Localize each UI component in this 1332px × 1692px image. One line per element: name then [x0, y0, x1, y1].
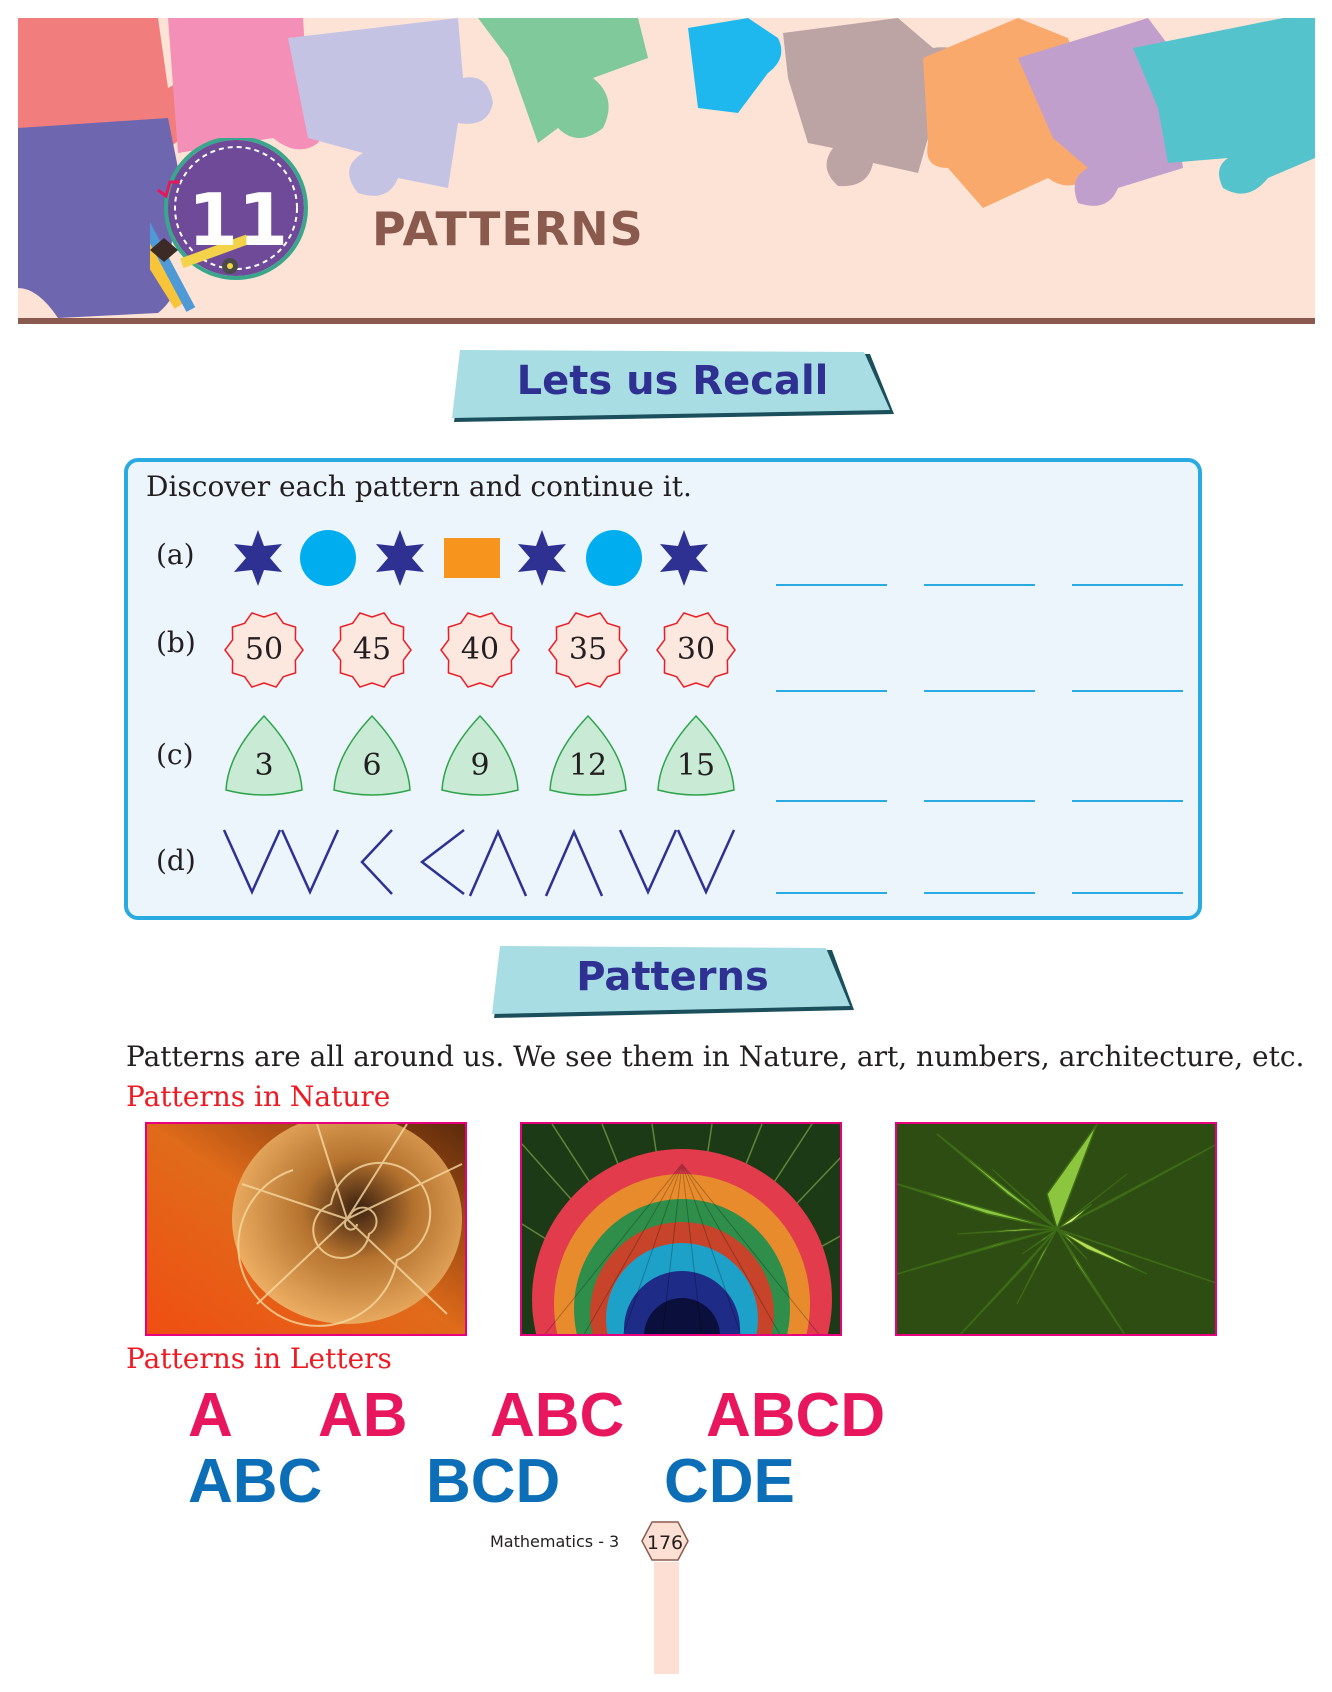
answer-blank-d1[interactable] — [776, 892, 887, 894]
answer-blank-c2[interactable] — [924, 800, 1035, 802]
answer-blank-d2[interactable] — [924, 892, 1035, 894]
answer-blank-a3[interactable] — [1072, 584, 1183, 586]
v-icon — [282, 830, 338, 892]
answer-blank-b3[interactable] — [1072, 690, 1183, 692]
flower-number: 40 — [460, 632, 500, 667]
answer-blank-c3[interactable] — [1072, 800, 1183, 802]
star-icon — [234, 530, 282, 586]
row-a-shapes — [228, 528, 728, 588]
answer-blank-d3[interactable] — [1072, 892, 1183, 894]
flower-number-shape — [224, 610, 304, 690]
letters-heading: Patterns in Letters — [126, 1342, 392, 1375]
answer-blank-a1[interactable] — [776, 584, 887, 586]
flower-number-shape — [656, 610, 736, 690]
flower-number: 45 — [352, 632, 392, 667]
chapter-number: 11 — [187, 178, 289, 262]
flower-number: 35 — [568, 632, 608, 667]
row-c-label: (c) — [156, 738, 194, 771]
row-d-shapes — [222, 826, 752, 900]
answer-blank-a2[interactable] — [924, 584, 1035, 586]
less-than-icon — [422, 830, 464, 894]
star-icon — [376, 530, 424, 586]
reuleaux-number-shape — [656, 714, 736, 796]
v-icon — [620, 830, 676, 892]
flower-number: 30 — [676, 632, 716, 667]
flower-number-shape — [332, 610, 412, 690]
flower-number-shape — [440, 610, 520, 690]
footer-subject: Mathematics - 3 — [490, 1532, 620, 1551]
recall-heading-tab — [450, 348, 895, 428]
reuleaux-number-shape — [224, 714, 304, 796]
peacock-feather-image — [520, 1122, 842, 1336]
patterns-heading-tab — [490, 944, 855, 1024]
star-icon — [660, 530, 708, 586]
reuleaux-number-shape — [440, 714, 520, 796]
reuleaux-number-shape — [548, 714, 628, 796]
square-icon — [444, 538, 500, 578]
answer-blank-b2[interactable] — [924, 690, 1035, 692]
v-icon — [224, 830, 280, 892]
letter-pattern-7: CDE — [664, 1447, 795, 1516]
nature-heading: Patterns in Nature — [126, 1080, 391, 1113]
flower-number: 50 — [244, 632, 284, 667]
letter-pattern-3: ABC — [490, 1381, 625, 1450]
caret-icon — [546, 832, 602, 896]
letter-pattern-6: BCD — [426, 1447, 561, 1516]
recall-heading: Lets us Recall — [516, 358, 829, 404]
row-a-label: (a) — [156, 538, 195, 571]
letter-pattern-4: ABCD — [706, 1381, 886, 1450]
reuleaux-number: 12 — [568, 748, 608, 783]
letter-pattern-2: AB — [318, 1381, 408, 1450]
answer-blank-c1[interactable] — [776, 800, 887, 802]
circle-icon — [300, 530, 356, 586]
nautilus-shell-image — [145, 1122, 467, 1336]
reuleaux-number: 9 — [470, 748, 490, 783]
row-d-label: (d) — [156, 844, 196, 877]
footer-strip — [654, 1562, 679, 1674]
circle-icon — [586, 530, 642, 586]
row-b-label: (b) — [156, 626, 196, 659]
flower-number-shape — [548, 610, 628, 690]
star-icon — [518, 530, 566, 586]
reuleaux-number: 15 — [676, 748, 716, 783]
reuleaux-number: 3 — [254, 748, 274, 783]
reuleaux-number-shape — [332, 714, 412, 796]
patterns-intro-text: Patterns are all around us. We see them in Nature, art, numbers, architecture, etc. — [126, 1040, 1305, 1073]
caret-icon — [470, 832, 526, 896]
patterns-heading: Patterns — [576, 954, 769, 1000]
v-icon — [678, 830, 734, 892]
answer-blank-b1[interactable] — [776, 690, 887, 692]
chapter-title: PATTERNS — [372, 202, 644, 256]
less-than-icon — [362, 830, 392, 894]
letter-pattern-5: ABC — [188, 1447, 323, 1516]
page-number: 176 — [646, 1532, 684, 1554]
letter-pattern-1: A — [188, 1381, 233, 1450]
recall-instruction: Discover each pattern and continue it. — [146, 470, 692, 503]
spiral-aloe-image — [895, 1122, 1217, 1336]
reuleaux-number: 6 — [362, 748, 382, 783]
